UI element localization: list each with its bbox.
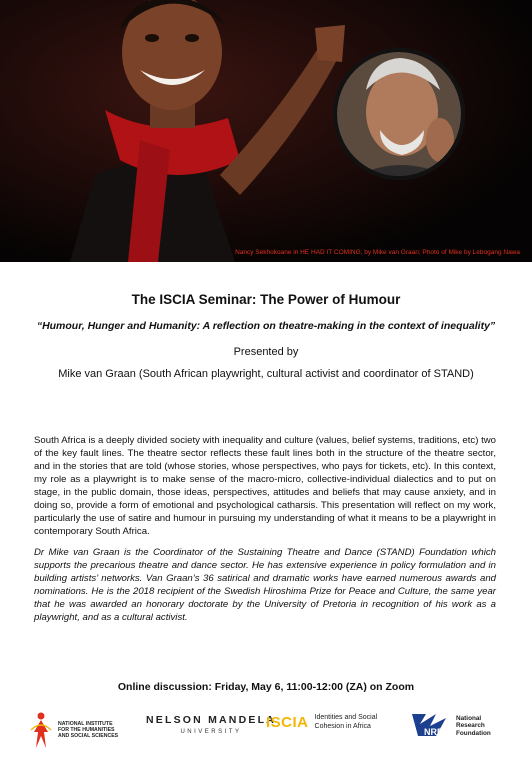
online-discussion-info: Online discussion: Friday, May 6, 11:00-12:00 (ZA) on Zoom (117, 681, 415, 693)
event-title: The ISCIA Seminar: The Power of Humour (131, 292, 401, 307)
hero-illustration (0, 0, 532, 262)
nrf-line-2: Research (456, 722, 485, 730)
presented-by-label: Presented by (233, 346, 299, 358)
nrf-mark-text: NRF (424, 727, 443, 737)
nihss-emblem-icon (28, 710, 54, 750)
nihss-line-2: FOR THE HUMANITIES (58, 726, 115, 733)
nelson-mandela-university-logo (146, 714, 276, 735)
bio-paragraph: Dr Mike van Graan is the Coordinator of the Sustaining Theatre and Dance (STAND) Foundation which supports the precarious theatre and dance sector. He has extensive experience in policy formulation and in building artists’ networks. Van Graan’s 36 satirical and dramatic works have earned numerous awards and nominations. He is the 2018 recipient of the Swedish Hiroshima Prize for Peace and Culture, the same year that he was awarded an honorary doctorate by the University of Pretoria in recognition of his work as a playwright, and as a cultural activist. (34, 547, 496, 623)
iscia-tagline-2: Cohesion in Africa (314, 722, 371, 730)
abstract-paragraph: South Africa is a deeply divided society with inequality and culture (values, belief systems, traditions, etc) two of the key fault lines. The theatre sector reflects these fault lines both in the structure of the theatre sector, and in the stories that are told (whose stories, whose perspectives, who pays for tickets, etc). In this context, my role as a playwright is to make sense of the macro-micro, collective-individual dialectics and to put on stage, in the public domain, those ideas, perspectives, attitudes and beliefs that may cause anxiety, and in doing so, provide a form of emotional and psychological catharsis. This presentation will reflect on my work, particularly the use of satire and humour in pursuing my understanding of what it means to be a playwright in contemporary South Africa. (34, 435, 496, 537)
nihss-line-3: AND SOCIAL SCIENCES (58, 733, 119, 740)
iscia-logo (266, 714, 377, 731)
nrf-logo (410, 710, 491, 742)
sponsor-logos (0, 700, 532, 760)
presenter-name: Mike van Graan (South African playwright, cultural activist and coordinator of STAND) (58, 368, 474, 380)
photo-credit: Nancy Sekhokoane in HE HAD IT COMING, by Mike van Graan; Photo of Mike by Lebogang Nawa (235, 249, 520, 256)
nmu-subtitle: UNIVERSITY (180, 729, 242, 735)
nmu-name: NELSON MANDELA (146, 714, 276, 726)
event-subtitle: “Humour, Hunger and Humanity: A reflection on theatre-making in the context of inequality” (36, 320, 496, 332)
hero-photo (0, 0, 532, 262)
nrf-line-3: Foundation (456, 729, 491, 737)
nihss-line-1: NATIONAL INSTITUTE (58, 720, 113, 727)
iscia-wordmark: ISCIA (266, 714, 309, 731)
nihss-logo (28, 710, 120, 750)
iscia-tagline-1: Identities and Social (314, 714, 378, 721)
nrf-line-1: National (456, 714, 482, 722)
nrf-emblem-icon (410, 710, 450, 742)
